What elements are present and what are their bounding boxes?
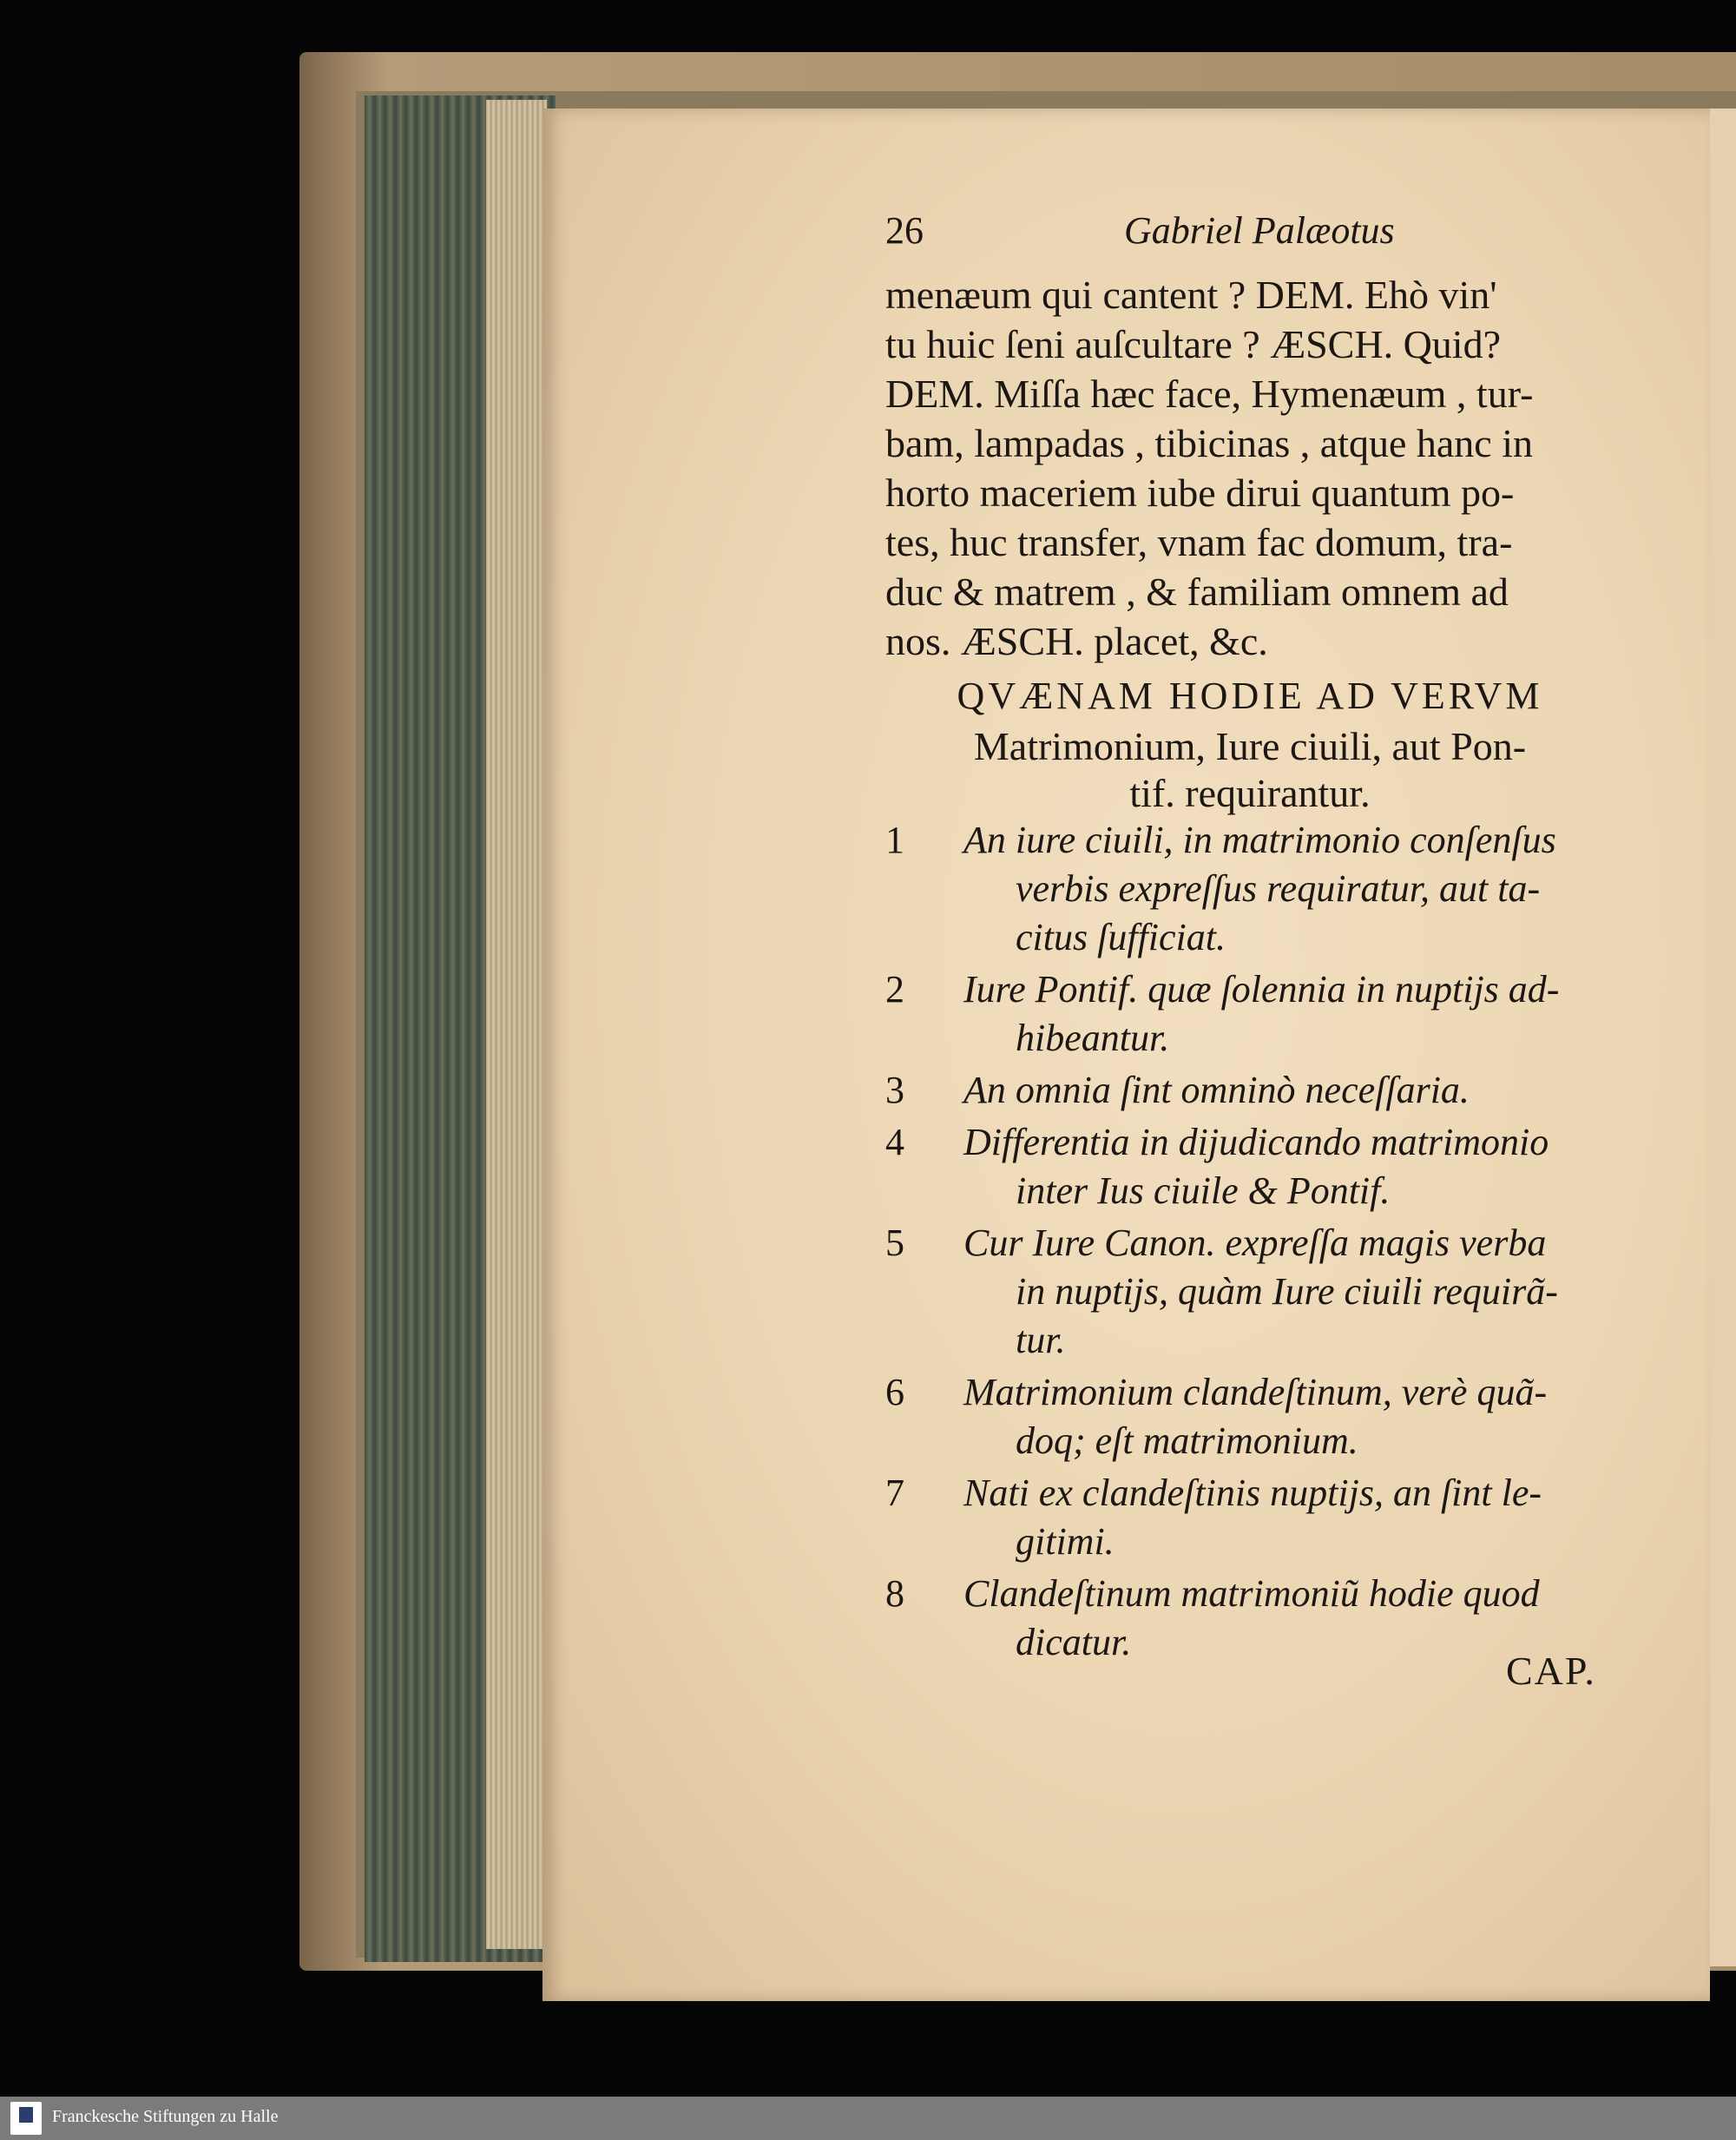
- running-head-title: Gabriel Palæotus: [1124, 209, 1395, 252]
- item-text: Nati ex clandeſtinis nuptijs, an ſint le-: [963, 1472, 1542, 1514]
- item-text: Clandeſtinum matrimoniũ hodie quod: [963, 1572, 1540, 1615]
- facing-page-edge: [1710, 109, 1736, 1966]
- item-text: tur.: [1016, 1319, 1066, 1361]
- institution-name[interactable]: Franckesche Stiftungen zu Halle: [52, 2107, 279, 2126]
- paragraph-line: DEM. Miſſa hæc face, Hymenæum , tur-: [885, 372, 1534, 416]
- section-heading: [885, 672, 1614, 816]
- item-text: An omnia ſint omninò neceſſaria.: [963, 1069, 1470, 1111]
- paragraph-line: nos. ÆSCH. placet, &c.: [885, 619, 1268, 663]
- item-text: Differentia in dijudicando matrimonio: [963, 1121, 1549, 1163]
- item-text: gitimi.: [1016, 1520, 1115, 1563]
- item-number: 5: [885, 1221, 904, 1264]
- institution-logo-icon: [10, 2102, 42, 2135]
- body-paragraph: [885, 271, 1614, 667]
- item-text: inter Ius ciuile & Pontif.: [1016, 1169, 1391, 1212]
- summary-item: [885, 1570, 1614, 1667]
- paragraph-line: duc & matrem , & familiam omnem ad: [885, 570, 1509, 614]
- page-number: 26: [885, 209, 924, 252]
- summary-item: [885, 1368, 1614, 1465]
- running-header: [885, 207, 1614, 259]
- item-number: 7: [885, 1472, 904, 1514]
- summary-item: [885, 816, 1614, 962]
- item-text: Matrimonium clandeſtinum, verè quã-: [963, 1371, 1548, 1413]
- item-number: 1: [885, 819, 904, 861]
- viewer-footer: [0, 2097, 1736, 2140]
- catchword: CAP.: [1506, 1649, 1596, 1693]
- summary-item: [885, 1118, 1614, 1215]
- heading-line-1: QVÆNAM HODIE AD VERVM: [957, 675, 1543, 717]
- summary-list: [885, 816, 1614, 1670]
- summary-item: [885, 1066, 1614, 1115]
- summary-item: [885, 1469, 1614, 1566]
- item-number: 2: [885, 968, 904, 1011]
- item-text: Cur Iure Canon. expreſſa magis verba: [963, 1221, 1547, 1264]
- paragraph-line: tu huic ſeni auſcultare ? ÆSCH. Quid?: [885, 322, 1502, 366]
- heading-line-3: tif. requirantur.: [1129, 771, 1371, 815]
- item-text: hibeantur.: [1016, 1017, 1170, 1059]
- item-text: An iure ciuili, in matrimonio conſenſus: [963, 819, 1556, 861]
- summary-item: [885, 965, 1614, 1063]
- item-text: citus ſufficiat.: [1016, 916, 1226, 958]
- paragraph-line: bam, lampadas , tibicinas , atque hanc in: [885, 421, 1533, 465]
- item-text: in nuptijs, quàm Iure ciuili requirã-: [1016, 1270, 1558, 1313]
- item-number: 4: [885, 1121, 904, 1163]
- item-number: 3: [885, 1069, 904, 1111]
- paragraph-line: tes, huc transfer, vnam fac domum, tra-: [885, 520, 1513, 564]
- item-number: 6: [885, 1371, 904, 1413]
- item-text: dicatur.: [1016, 1621, 1132, 1663]
- paragraph-line: menæum qui cantent ? DEM. Ehò vin': [885, 273, 1497, 317]
- paragraph-line: horto maceriem iube dirui quantum po-: [885, 471, 1515, 515]
- page-edges-light: [486, 100, 547, 1949]
- item-text: Iure Pontif. quæ ſolennia in nuptijs ad-: [963, 968, 1560, 1011]
- item-number: 8: [885, 1572, 904, 1615]
- heading-line-2: Matrimonium, Iure ciuili, aut Pon-: [973, 724, 1527, 768]
- item-text: verbis expreſſus requiratur, aut ta-: [1016, 867, 1541, 910]
- item-text: doq; eſt matrimonium.: [1016, 1419, 1358, 1462]
- summary-item: [885, 1219, 1614, 1365]
